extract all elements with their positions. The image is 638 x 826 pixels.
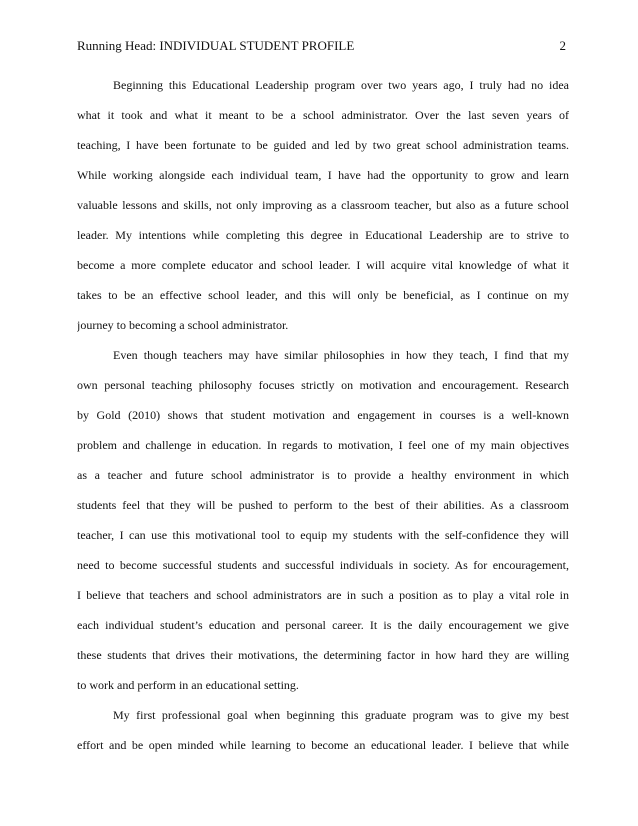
page-header [77,36,566,56]
text-line: Beginning this Educational Leadership program over two years ago, I truly had no idea [113,78,569,92]
text-line: journey to becoming a school administrator. [77,318,289,332]
text-line: Even though teachers may have similar philosophies in how they teach, I find that my [113,348,569,362]
text-line: become a more complete educator and school leader. I will acquire vital knowledge of what it [77,258,569,272]
text-line: each individual student’s education and personal career. It is the daily encouragement we give [77,618,569,632]
page-number: 2 [559,38,566,53]
text-line: by Gold (2010) shows that student motivation and engagement in courses is a well-known [77,408,569,422]
paragraph-1 [77,70,569,340]
text-line: I believe that teachers and school administrators are in such a position as to play a vital role in [77,588,569,602]
text-line: leader. My intentions while completing this degree in Educational Leadership are to strive to [77,228,569,242]
text-line: students feel that they will be pushed to perform to the best of their abilities. As a classroom [77,498,569,512]
text-line: teacher, I can use this motivational tool to equip my students with the self-confidence they will [77,528,569,542]
text-line: effort and be open minded while learning to become an educational leader. I believe that while [77,738,569,752]
body-text [77,70,569,760]
running-head: Running Head: INDIVIDUAL STUDENT PROFILE [77,38,355,53]
text-line: what it took and what it meant to be a school administrator. Over the last seven years of [77,108,569,122]
text-line: these students that drives their motivations, the determining factor in how hard they are willing [77,648,569,662]
text-line: to work and perform in an educational setting. [77,678,299,692]
paragraph-2 [77,340,569,700]
text-line: valuable lessons and skills, not only improving as a classroom teacher, but also as a future school [77,198,569,212]
text-line: While working alongside each individual team, I have had the opportunity to grow and learn [77,168,569,182]
text-line: problem and challenge in education. In regards to motivation, I feel one of my main objectives [77,438,569,452]
text-line: own personal teaching philosophy focuses strictly on motivation and encouragement. Research [77,378,569,392]
text-line: need to become successful students and successful individuals in society. As for encouragement, [77,558,569,572]
text-line: as a teacher and future school administrator is to provide a healthy environment in which [77,468,569,482]
text-line: takes to be an effective school leader, and this will only be beneficial, as I continue on my [77,288,569,302]
text-line: My first professional goal when beginning this graduate program was to give my best [113,708,569,722]
paragraph-3 [77,700,569,760]
text-line: teaching, I have been fortunate to be guided and led by two great school administration teams. [77,138,569,152]
